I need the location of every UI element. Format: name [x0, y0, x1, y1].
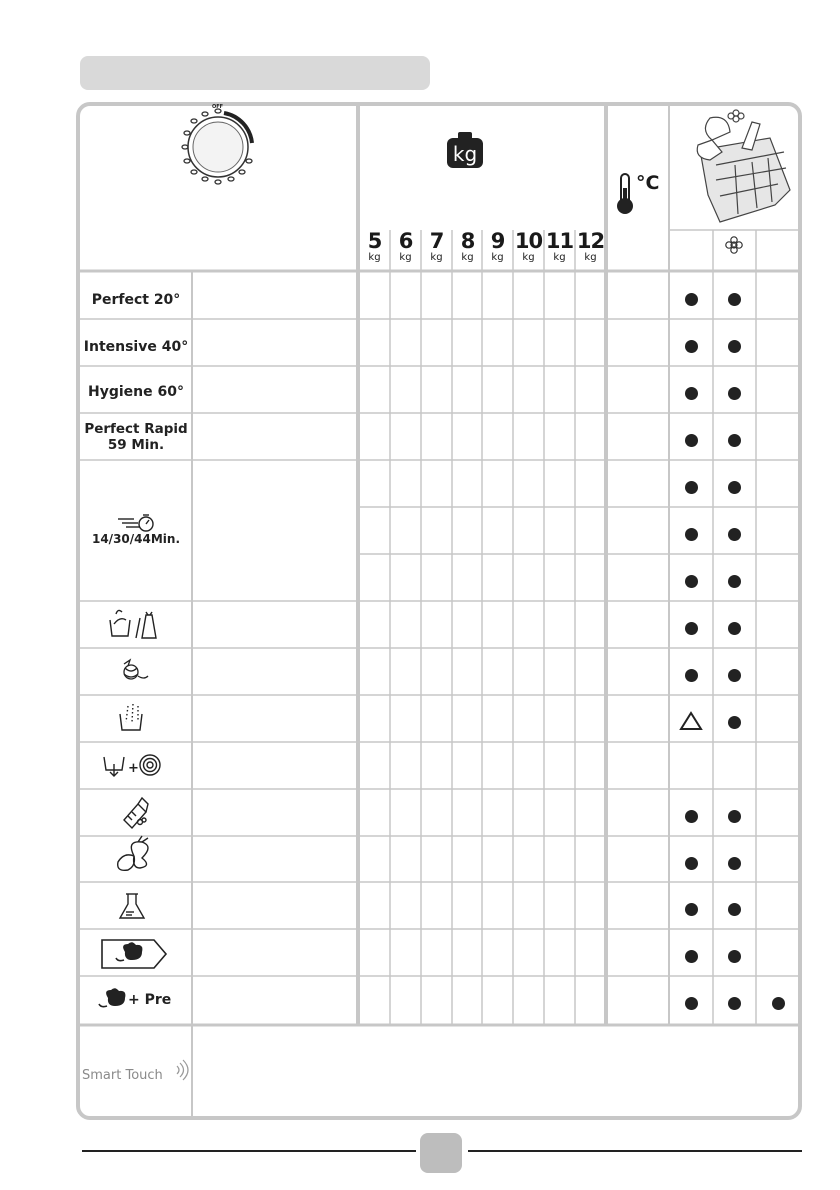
load-unit: kg: [368, 252, 381, 263]
load-value: 9: [490, 229, 505, 253]
compartment-dot: [685, 293, 698, 306]
compartment-dot: [728, 340, 741, 353]
handwash-delicates-icon: [110, 610, 156, 638]
footer-line-right: [468, 1150, 802, 1152]
compartment-dot: [685, 857, 698, 870]
svg-text:+: +: [128, 761, 139, 776]
compartment-dot: [685, 810, 698, 823]
load-capacity-12kg: [575, 231, 606, 263]
compartment-dot: [728, 481, 741, 494]
compartment-dot: [728, 857, 741, 870]
load-unit: kg: [430, 252, 443, 263]
compartment-dot: [728, 810, 741, 823]
smart-touch-waves-icon: [177, 1060, 188, 1080]
compartment-dot: [685, 950, 698, 963]
compartment-triangle: [679, 710, 703, 736]
compartment-dot: [728, 387, 741, 400]
dial-off-label: OFF: [212, 104, 224, 110]
compartment-dot: [772, 997, 785, 1010]
compartment-dot: [728, 622, 741, 635]
wool-yarn-icon: [124, 660, 148, 679]
load-unit: kg: [491, 252, 504, 263]
rinse-shower-icon: [120, 704, 142, 730]
load-capacity-6kg: [390, 231, 421, 263]
compartment-dot: [685, 481, 698, 494]
program-perfect-20: Perfect 20°: [91, 292, 181, 308]
load-capacity-9kg: [482, 231, 513, 263]
load-unit: kg: [553, 252, 566, 263]
load-value: 11: [545, 229, 574, 253]
compartment-dot: [728, 903, 741, 916]
load-value: 6: [398, 229, 413, 253]
load-capacity-5kg: [359, 231, 390, 263]
load-unit: kg: [522, 252, 535, 263]
compartment-dot: [728, 434, 741, 447]
flask-icon: [120, 894, 144, 918]
smart-touch-label: Smart Touch: [82, 1068, 163, 1083]
load-capacity-11kg: [544, 231, 575, 263]
drain-spin-icon: [104, 755, 160, 776]
softener-flower-icon: [726, 237, 742, 253]
compartment-dot: [685, 669, 698, 682]
prewash-plus: +: [128, 992, 145, 1008]
load-value: 12: [576, 229, 605, 253]
page-number-box: [420, 1133, 462, 1173]
prewash-text: Pre: [144, 992, 172, 1008]
load-capacity-7kg: [421, 231, 452, 263]
compartment-dot: [685, 903, 698, 916]
compartment-dot: [728, 293, 741, 306]
program-cotton-prewash-label: [128, 989, 172, 1011]
compartment-dot: [685, 575, 698, 588]
load-unit: kg: [584, 252, 597, 263]
compartment-dot: [728, 669, 741, 682]
compartment-dot: [728, 575, 741, 588]
thermometer-icon: [617, 174, 633, 214]
compartment-dot: [685, 622, 698, 635]
compartment-dot: [685, 997, 698, 1010]
program-rapid-timer: 14/30/44Min.: [91, 532, 181, 546]
load-value: 8: [460, 229, 475, 253]
compartment-dot: [728, 997, 741, 1010]
load-unit: kg: [399, 252, 412, 263]
load-weight-label: kg: [452, 142, 478, 166]
load-value: 7: [429, 229, 444, 253]
compartment-dot: [728, 950, 741, 963]
compartment-dot: [685, 434, 698, 447]
load-capacity-10kg: [513, 231, 544, 263]
compartment-dot: [728, 528, 741, 541]
load-value: 5: [367, 229, 382, 253]
compartment-dot: [685, 387, 698, 400]
program-perfect-rapid: Perfect Rapid 59 Min.: [84, 421, 188, 453]
compartment-dot: [685, 528, 698, 541]
detergent-drawer-icon: [697, 110, 790, 222]
cotton-prewash-icon: [99, 988, 125, 1006]
load-capacity-8kg: [452, 231, 483, 263]
rapid-timer-icon: [118, 515, 153, 531]
load-value: 10: [514, 229, 543, 253]
program-intensive-40: Intensive 40°: [83, 339, 189, 355]
baby-bottle-icon: [124, 798, 148, 828]
compartment-dot: [728, 716, 741, 729]
cotton-tag-icon: [102, 940, 166, 968]
program-dial-icon: [182, 104, 252, 184]
load-unit: kg: [461, 252, 474, 263]
butterfly-icon: [118, 836, 148, 870]
temperature-unit: °C: [636, 172, 660, 194]
footer-line-left: [82, 1150, 416, 1152]
program-hygiene-60: Hygiene 60°: [88, 384, 184, 400]
compartment-dot: [685, 340, 698, 353]
